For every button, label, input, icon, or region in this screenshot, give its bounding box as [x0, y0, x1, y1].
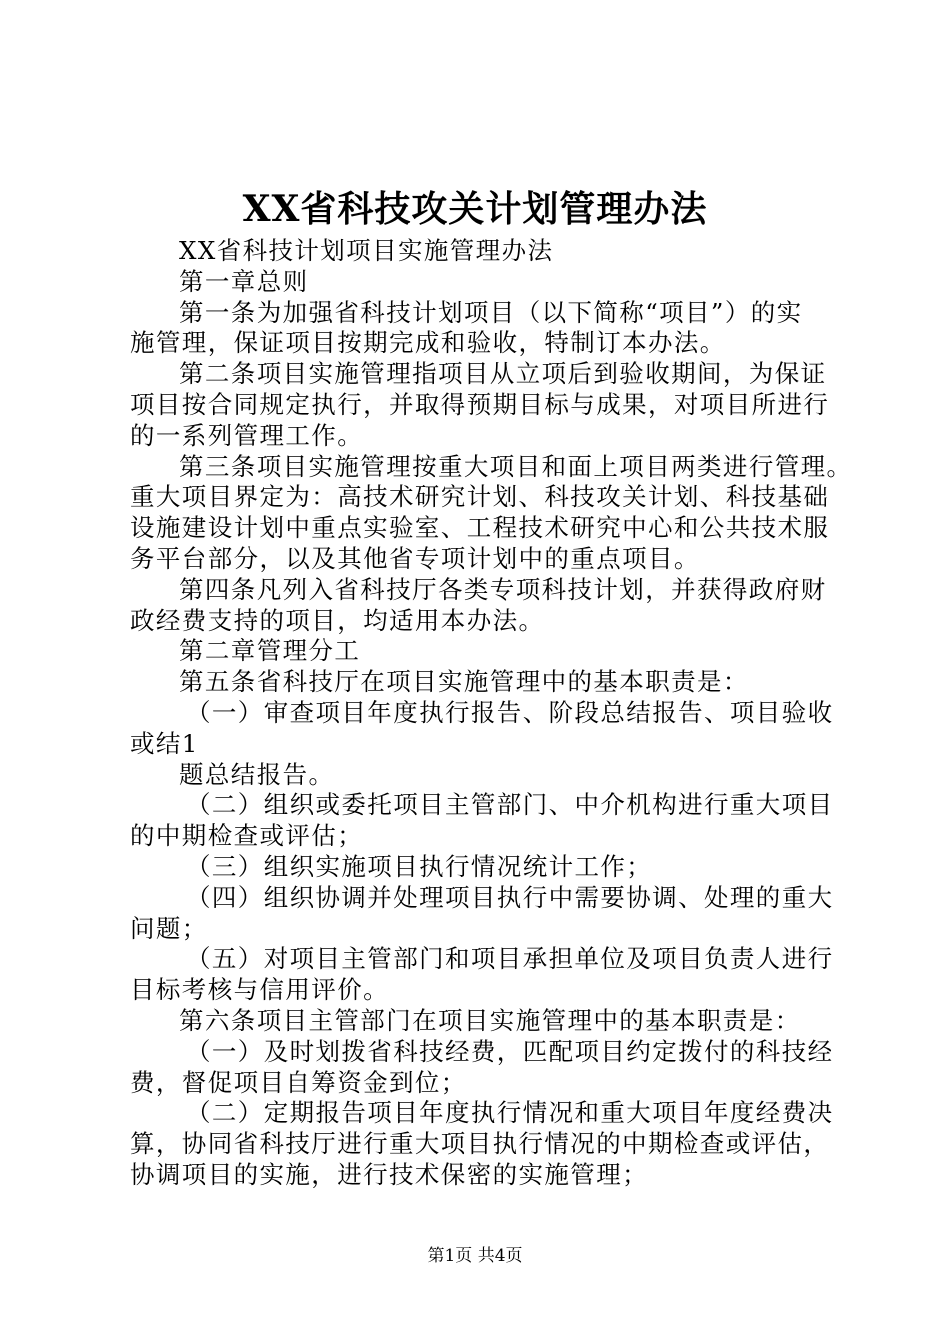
text-line: （一）及时划拨省科技经费，匹配项目约定拨付的科技经	[186, 1036, 834, 1066]
text-line: （三）组织实施项目执行情况统计工作；	[186, 851, 653, 881]
text-line: 第五条省科技厅在项目实施管理中的基本职责是：	[179, 667, 749, 697]
text-line: 第二条项目实施管理指项目从立项后到验收期间，为保证	[179, 359, 827, 389]
text-line: 政经费支持的项目，均适用本办法。	[130, 605, 545, 635]
text-line: 第四条凡列入省科技厅各类专项科技计划，并获得政府财	[179, 574, 827, 604]
text-line: 问题；	[130, 913, 208, 943]
text-line: 第三条项目实施管理按重大项目和面上项目两类进行管理。	[179, 451, 853, 481]
text-line: 算，协同省科技厅进行重大项目执行情况的中期检查或评估，	[130, 1129, 830, 1159]
text-line: 第一条为加强省科技计划项目（以下简称“项目”）的实	[179, 297, 803, 327]
chapter-heading: 第二章管理分工	[179, 636, 361, 666]
text-line: （二）组织或委托项目主管部门、中介机构进行重大项目	[186, 790, 834, 820]
text-line: （二）定期报告项目年度执行情况和重大项目年度经费决	[186, 1098, 834, 1128]
text-line: 协调项目的实施，进行技术保密的实施管理；	[130, 1159, 648, 1189]
text-line: 费，督促项目自筹资金到位；	[130, 1067, 467, 1097]
text-line: 务平台部分，以及其他省专项计划中的重点项目。	[130, 543, 700, 573]
text-line: （四）组织协调并处理项目执行中需要协调、处理的重大	[186, 882, 834, 912]
text-line: 第六条项目主管部门在项目实施管理中的基本职责是：	[179, 1005, 801, 1035]
text-line: （五）对项目主管部门和项目承担单位及项目负责人进行	[186, 944, 834, 974]
text-line: 设施建设计划中重点实验室、工程技术研究中心和公共技术服	[130, 513, 830, 543]
text-line: 或结1	[130, 728, 199, 758]
page-footer: 第1页 共4页	[427, 1246, 523, 1266]
text-line: 题总结报告。	[179, 759, 335, 789]
text-line: （一）审查项目年度执行报告、阶段总结报告、项目验收	[186, 697, 834, 727]
chapter-heading: 第一章总则	[179, 266, 309, 296]
text-line: 目标考核与信用评价。	[130, 975, 389, 1005]
text-line: 的一系列管理工作。	[130, 420, 364, 450]
subtitle-line: XX省科技计划项目实施管理办法	[179, 236, 554, 265]
text-line: 施管理，保证项目按期完成和验收，特制订本办法。	[130, 328, 726, 358]
text-line: 项目按合同规定执行，并取得预期目标与成果，对项目所进行	[130, 389, 830, 419]
text-line: 重大项目界定为：高技术研究计划、科技攻关计划、科技基础	[130, 482, 830, 512]
document-body	[130, 236, 853, 1191]
document-title: XX省科技攻关计划管理办法	[242, 188, 708, 230]
text-line: 的中期检查或评估；	[130, 821, 364, 851]
